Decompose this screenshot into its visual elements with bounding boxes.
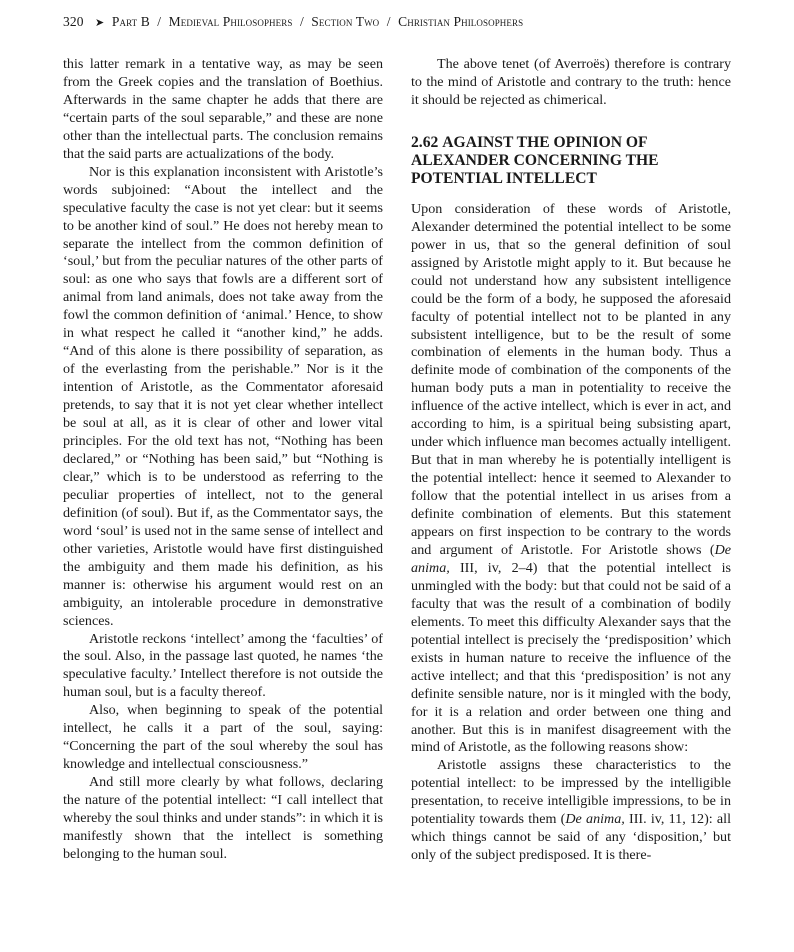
paragraph: this latter remark in a tentative way, as may be seen from the Greek copies and the translation of Boethius. Afterwards in the same chapter he adds that there are “certain parts of the soul separable,” and these are none other than the intellectual parts. The conclusion remains that the said parts are actualizations of the body. — [63, 56, 383, 162]
paragraph-text: Upon consideration of these words of Aristotle, Alexander determined the potential intellect to be some power in us, that so the general definition of soul assigned by Aristotle might apply to it. But because he could not understand how any subsistent intelligence could be the form of a body, he supposed the aforesaid faculty of potential intellect not to be planted in any subsistent intelligence, but to be the result of some combination of elements in the human body. Thus a definite mode of combination of the components of the human body puts a man in potentiality to receive the influence of the active intellect, which is ever in act, and according to him, is a spiritual being subsisting apart, under which influence man becomes actually intelligent. But that in man whereby he is potentially intelligent is the potential intellect: hence it seemed to Alexander to follow that the potential intellect in us arises from a definite combination of elements. But this statement appears on first inspection to be contrary to the words and argument of Aristotle. For Aristotle shows ( — [411, 200, 731, 558]
paragraph-text: Aristotle assigns these characteristics to the potential intellect: to be impressed by the intelligible presentation, to receive intelligible impressions, to be in potentiality towards them ( — [411, 757, 731, 828]
paragraph — [411, 201, 731, 758]
paragraph: Nor is this explanation inconsistent with Aristotle’s words subjoined: “About the intellect and the speculative faculty the case is not yet clear: but it seems to be another kind of soul.” He does not hereby mean to separate the intellect from the common definition of ‘soul,’ but from the peculiar natures of the other parts of soul: as one who says that fowls are a different sort of animal from land animals, does not take away from the fowl the common definition of ‘animal.’ Hence, to show in what respect he called it “another kind,” he adds. “And of this alone is there possibility of separation, as of the everlasting from the perishable.” Nor is it the intention of Aristotle, as the Commentator aforesaid pretends, to say that it is not yet clear whether intellect be soul at all, as it is clear of other and lower vital principles. For the old text has not, “Nothing has been declared,” or “Nothing has been said,” but “Nothing is clear,” which is to be understood as referring to the peculiar properties of intellect, not to the general definition (of soul). But if, as the Commentator says, the word ‘soul’ is used not in the same sense of intellect and other varieties, Aristotle would have first distinguished the ambiguity and them made his definition, as his manner is: otherwise his argument would rest on an ambiguity, an intolerable procedure in demonstrative sciences. — [63, 163, 383, 629]
header-part: Part B — [111, 14, 150, 29]
header-separator: / — [157, 14, 162, 29]
citation: De anima, — [565, 811, 625, 828]
paragraph: The above tenet (of Averroës) therefore is contrary to the mind of Aristotle and contrary to the truth: hence it should be rejected as chimerical. — [411, 56, 731, 108]
arrow-icon: ➤ — [95, 17, 105, 29]
section-heading — [411, 134, 731, 188]
paragraph: Also, when beginning to speak of the potential intellect, he calls it a part of the soul, saying: “Concerning the part of the soul whereby the soul has knowledge and intellectual consciousness.” — [63, 702, 383, 773]
section-title: AGAINST THE OPINION OF ALEXANDER CONCERNING THE POTENTIAL INTELLECT — [411, 133, 659, 187]
citation: De anima, — [411, 541, 731, 576]
header-section-c: Christian Philosophers — [398, 14, 524, 29]
paragraph: Aristotle reckons ‘intellect’ among the ‘faculties’ of the soul. Also, in the passage last quoted, he names ‘the speculative faculty.’ Intellect therefore is not outside the human soul, but is a faculty thereof. — [63, 630, 383, 701]
paragraph: And still more clearly by what follows, declaring the nature of the potential intellect: “I call intellect that whereby the soul thinks and under stands”: in which it is manifestly shown that the intellect is something belonging to the human soul. — [63, 774, 383, 862]
paragraph-text: III, iv, 2–4) that the potential intellect is unmingled with the body: but that could not be said of a faculty that was the result of a combination of bodily elements. To meet this difficulty Alexander says that the potential intellect is precisely the ‘predisposition’ which exists in human nature to receive the influence of the active intellect; and that this ‘predisposition’ is not any definite sensible nature, nor is it mingled with the body, for it is a relation and order between one thing and another. But this is in manifest disagreement with the mind of Aristotle, as the following reasons show: — [411, 559, 731, 756]
left-column — [63, 56, 383, 864]
header-separator: / — [386, 14, 391, 29]
section-number: 2.62 — [411, 133, 439, 151]
paragraph-text: III. iv, 11, 12): all which things cannot be said of any ‘disposition,’ but only of the subject predisposed. It is there- — [411, 811, 731, 864]
header-section-b: Section Two — [311, 14, 380, 29]
header-separator: / — [299, 14, 304, 29]
page-number: 320 — [63, 14, 84, 29]
running-header — [63, 14, 743, 30]
paragraph — [411, 757, 731, 865]
header-section-a: Medieval Philosophers — [168, 14, 293, 29]
right-column — [411, 56, 731, 865]
